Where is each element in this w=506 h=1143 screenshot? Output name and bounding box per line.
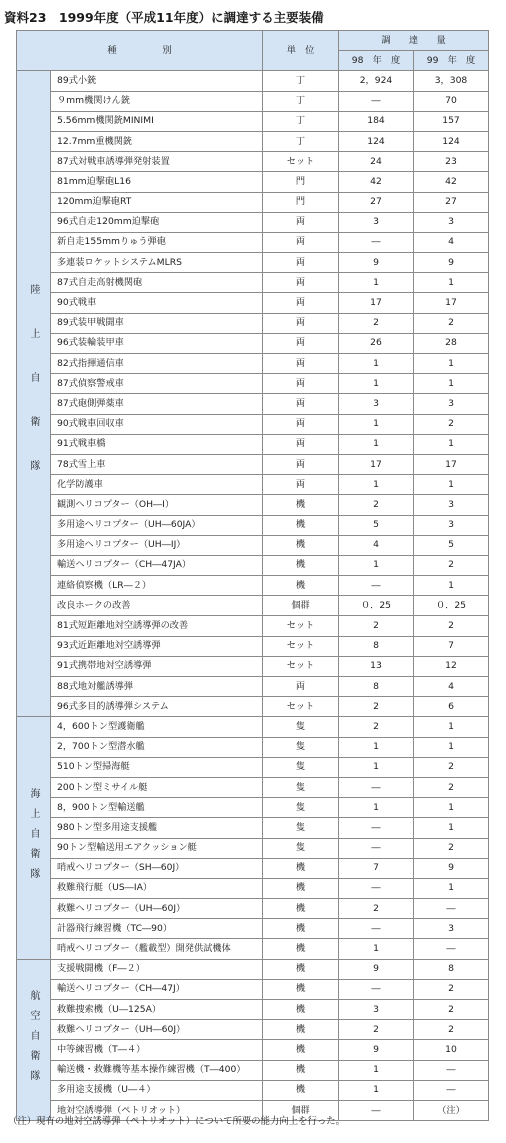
item-name: 93式近距離地対空誘導弾 (51, 636, 263, 656)
fy98-value: ― (339, 818, 414, 838)
table-row (17, 313, 489, 333)
fy99-value: 2 (414, 838, 489, 858)
fy99-value: ― (414, 939, 489, 959)
item-unit: 機 (263, 1040, 339, 1060)
fy99-value: 1 (414, 475, 489, 495)
fy99-value: 3 (414, 394, 489, 414)
fy98-value: 3 (339, 212, 414, 232)
fy98-value: 1 (339, 354, 414, 374)
fy98-value: 9 (339, 253, 414, 273)
fy99-value: 27 (414, 192, 489, 212)
fy99-value: 42 (414, 172, 489, 192)
fy99-value: 3，308 (414, 71, 489, 91)
item-name: 救難捜索機（U―125A） (51, 1000, 263, 1020)
table-row (17, 1060, 489, 1080)
item-unit: 機 (263, 495, 339, 515)
item-name: 87式自走高射機関砲 (51, 273, 263, 293)
item-name: 90式戦車回収車 (51, 414, 263, 434)
table-row (17, 959, 489, 979)
item-name: 78式雪上車 (51, 454, 263, 474)
fy98-value: 1 (339, 555, 414, 575)
item-unit: 隻 (263, 818, 339, 838)
item-unit: 機 (263, 1000, 339, 1020)
fy98-value: 17 (339, 454, 414, 474)
item-unit: 機 (263, 535, 339, 555)
item-name: 救難ヘリコプター（UH―60J） (51, 899, 263, 919)
fy98-value: ― (339, 838, 414, 858)
table-row (17, 1020, 489, 1040)
item-name: 4，600トン型護衛艦 (51, 717, 263, 737)
item-name: 連絡偵察機（LR―２） (51, 576, 263, 596)
table-row (17, 1080, 489, 1100)
table-row (17, 939, 489, 959)
fy99-value: ― (414, 899, 489, 919)
item-unit: 両 (263, 212, 339, 232)
fy98-value: 1 (339, 939, 414, 959)
fy98-value: ― (339, 576, 414, 596)
fy98-value: 2 (339, 697, 414, 717)
fy98-value: ― (339, 979, 414, 999)
item-name: 96式自走120mm迫撃砲 (51, 212, 263, 232)
item-unit: セット (263, 152, 339, 172)
fy98-value: 5 (339, 515, 414, 535)
table-row (17, 878, 489, 898)
fy99-value: 17 (414, 293, 489, 313)
fy99-value: 10 (414, 1040, 489, 1060)
item-unit: セット (263, 636, 339, 656)
item-unit: 隻 (263, 798, 339, 818)
table-row (17, 253, 489, 273)
item-unit: 機 (263, 878, 339, 898)
fy98-value: 9 (339, 959, 414, 979)
fy99-value: 1 (414, 576, 489, 596)
item-name: 多用途ヘリコプター（UH―IJ） (51, 535, 263, 555)
fy98-value: ― (339, 232, 414, 252)
fy98-value: 8 (339, 677, 414, 697)
item-name: 中等練習機（T―４） (51, 1040, 263, 1060)
fy99-value: 7 (414, 636, 489, 656)
table-row (17, 454, 489, 474)
fy98-value: ０．25 (339, 596, 414, 616)
table-row (17, 798, 489, 818)
item-unit: 両 (263, 475, 339, 495)
table-row (17, 616, 489, 636)
fy98-value: 24 (339, 152, 414, 172)
item-unit: 両 (263, 253, 339, 273)
item-unit: 個群 (263, 1100, 339, 1120)
item-name: 救難飛行艇（US―IA） (51, 878, 263, 898)
fy98-value: 3 (339, 1000, 414, 1020)
table-row (17, 495, 489, 515)
fy99-value: 1 (414, 354, 489, 374)
fy99-value: 8 (414, 959, 489, 979)
fy98-value: 17 (339, 293, 414, 313)
item-name: 新自走155mmりゅう弾砲 (51, 232, 263, 252)
table-row (17, 838, 489, 858)
group-label: 海上自衛隊 (17, 717, 51, 959)
item-name: ９mm機関けん銃 (51, 91, 263, 111)
item-name: 化学防護車 (51, 475, 263, 495)
item-unit: 機 (263, 979, 339, 999)
fy98-value: 7 (339, 858, 414, 878)
fy99-value: 1 (414, 434, 489, 454)
fy98-value: 1 (339, 1060, 414, 1080)
fy99-value: 2 (414, 1000, 489, 1020)
item-name: 89式装甲戦闘車 (51, 313, 263, 333)
fy99-header: 99 年 度 (414, 51, 489, 71)
table-row (17, 677, 489, 697)
item-unit: 機 (263, 919, 339, 939)
fy99-value: 2 (414, 777, 489, 797)
item-unit: 両 (263, 454, 339, 474)
fy99-value: 9 (414, 253, 489, 273)
fy98-value: 8 (339, 636, 414, 656)
table-row (17, 777, 489, 797)
category-header: 種 別 (17, 31, 263, 71)
fy98-value: 4 (339, 535, 414, 555)
item-name: 96式装輪装甲車 (51, 333, 263, 353)
item-name: 多用途ヘリコプター（UH―60JA） (51, 515, 263, 535)
fy99-value: 6 (414, 697, 489, 717)
item-name: 89式小銃 (51, 71, 263, 91)
fy99-value: 1 (414, 878, 489, 898)
item-unit: 機 (263, 1060, 339, 1080)
item-name: 87式砲側弾薬車 (51, 394, 263, 414)
item-unit: 機 (263, 899, 339, 919)
item-unit: セット (263, 697, 339, 717)
item-unit: 隻 (263, 717, 339, 737)
fy99-value: ０．25 (414, 596, 489, 616)
item-unit: セット (263, 616, 339, 636)
item-unit: 機 (263, 858, 339, 878)
item-unit: 隻 (263, 777, 339, 797)
item-name: 87式偵察警戒車 (51, 374, 263, 394)
table-row (17, 152, 489, 172)
fy98-value: 1 (339, 737, 414, 757)
table-row (17, 858, 489, 878)
item-unit: 両 (263, 293, 339, 313)
table-row (17, 1040, 489, 1060)
fy99-value: 3 (414, 495, 489, 515)
item-name: 120mm迫撃砲RT (51, 192, 263, 212)
item-name: 救難ヘリコプター（UH―60J） (51, 1020, 263, 1040)
item-name: 980トン型多用途支援艦 (51, 818, 263, 838)
item-name: 90式戦車 (51, 293, 263, 313)
table-row (17, 737, 489, 757)
fy99-value: 3 (414, 919, 489, 939)
fy99-value: 157 (414, 111, 489, 131)
item-unit: 両 (263, 374, 339, 394)
fy99-value: 1 (414, 798, 489, 818)
table-row (17, 535, 489, 555)
item-unit: 機 (263, 576, 339, 596)
item-name: 輸送ヘリコプター（CH―47JA） (51, 555, 263, 575)
item-unit: 機 (263, 959, 339, 979)
item-name: 87式対戦車誘導弾発射装置 (51, 152, 263, 172)
table-row (17, 555, 489, 575)
item-name: 12.7mm重機関銃 (51, 131, 263, 151)
fy99-value: ― (414, 1080, 489, 1100)
fy99-value: 2 (414, 313, 489, 333)
table-row (17, 212, 489, 232)
item-name: 哨戒ヘリコプター（艦載型）開発供試機体 (51, 939, 263, 959)
table-row (17, 232, 489, 252)
item-name: 88式地対艦誘導弾 (51, 677, 263, 697)
table-row (17, 394, 489, 414)
item-unit: 機 (263, 555, 339, 575)
item-unit: 門 (263, 192, 339, 212)
page-title: 資料23 1999年度（平成11年度）に調達する主要装備 (4, 10, 324, 25)
item-name: 計器飛行練習機（TC―90） (51, 919, 263, 939)
fy98-value: 1 (339, 434, 414, 454)
table-row (17, 434, 489, 454)
item-unit: 丁 (263, 91, 339, 111)
fy98-value: 13 (339, 656, 414, 676)
table-row (17, 818, 489, 838)
item-name: 多連装ロケットシステムMLRS (51, 253, 263, 273)
fy98-value: 9 (339, 1040, 414, 1060)
fy98-value: 1 (339, 475, 414, 495)
fy98-value: 2 (339, 616, 414, 636)
fy98-value: 1 (339, 1080, 414, 1100)
table-body (17, 71, 489, 1121)
fy99-value: 2 (414, 414, 489, 434)
fy99-value: 3 (414, 515, 489, 535)
fy99-value: 4 (414, 677, 489, 697)
fy99-value: 5 (414, 535, 489, 555)
item-unit: 個群 (263, 596, 339, 616)
table-row (17, 414, 489, 434)
fy99-value: 1 (414, 818, 489, 838)
table-row (17, 333, 489, 353)
item-name: 8，900トン型輸送艦 (51, 798, 263, 818)
fy98-header: 98 年 度 (339, 51, 414, 71)
item-unit: 両 (263, 354, 339, 374)
fy99-value: （注） (414, 1100, 489, 1120)
item-unit: 両 (263, 414, 339, 434)
item-name: 哨戒ヘリコプター（SH―60J） (51, 858, 263, 878)
fy99-value: 1 (414, 737, 489, 757)
item-name: 81mm迫撃砲L16 (51, 172, 263, 192)
fy98-value: ― (339, 777, 414, 797)
fy98-value: 124 (339, 131, 414, 151)
table-row (17, 656, 489, 676)
fy99-value: 2 (414, 555, 489, 575)
item-name: 91式戦車橋 (51, 434, 263, 454)
table-row (17, 636, 489, 656)
item-name: 改良ホークの改善 (51, 596, 263, 616)
item-unit: 機 (263, 1080, 339, 1100)
group-label: 陸上自衛隊 (17, 71, 51, 717)
fy98-value: 2 (339, 1020, 414, 1040)
fy99-value: 3 (414, 212, 489, 232)
fy98-value: ― (339, 919, 414, 939)
table-row (17, 293, 489, 313)
fy98-value: 26 (339, 333, 414, 353)
fy99-value: 28 (414, 333, 489, 353)
table-row (17, 475, 489, 495)
fy98-value: 2 (339, 313, 414, 333)
procurement-header: 調 達 量 (339, 31, 489, 51)
fy99-value: 124 (414, 131, 489, 151)
fy99-value: 2 (414, 1020, 489, 1040)
fy98-value: 42 (339, 172, 414, 192)
table-row (17, 192, 489, 212)
fy99-value: 2 (414, 757, 489, 777)
item-unit: 両 (263, 434, 339, 454)
table-row (17, 131, 489, 151)
fy98-value: ― (339, 91, 414, 111)
item-name: 2，700トン型潜水艦 (51, 737, 263, 757)
table-row (17, 899, 489, 919)
fy99-value: 70 (414, 91, 489, 111)
table-row (17, 576, 489, 596)
fy99-value: 12 (414, 656, 489, 676)
fy98-value: 27 (339, 192, 414, 212)
fy98-value: ― (339, 1100, 414, 1120)
table-row (17, 354, 489, 374)
item-name: 91式携帯地対空誘導弾 (51, 656, 263, 676)
fy98-value: 1 (339, 798, 414, 818)
footnote: （注）現有の地対空誘導弾（ペトリオット）について所要の能力向上を行った。 (8, 1116, 345, 1127)
item-unit: 両 (263, 232, 339, 252)
fy98-value: 184 (339, 111, 414, 131)
table-row (17, 273, 489, 293)
item-unit: セット (263, 656, 339, 676)
item-unit: 両 (263, 394, 339, 414)
item-unit: 両 (263, 273, 339, 293)
fy98-value: 1 (339, 757, 414, 777)
item-unit: 丁 (263, 71, 339, 91)
item-name: 輸送ヘリコプター（CH―47J） (51, 979, 263, 999)
fy98-value: 1 (339, 374, 414, 394)
table-row (17, 757, 489, 777)
item-name: 90トン型輸送用エアクッション艇 (51, 838, 263, 858)
item-unit: 機 (263, 1020, 339, 1040)
fy99-value: 2 (414, 979, 489, 999)
fy99-value: ― (414, 1060, 489, 1080)
fy98-value: 3 (339, 394, 414, 414)
fy99-value: 1 (414, 273, 489, 293)
fy99-value: 1 (414, 717, 489, 737)
item-unit: 隻 (263, 838, 339, 858)
table-row (17, 71, 489, 91)
item-name: 96式多目的誘導弾システム (51, 697, 263, 717)
fy99-value: 1 (414, 374, 489, 394)
fy98-value: ― (339, 878, 414, 898)
item-name: 観測ヘリコプター（OH―I） (51, 495, 263, 515)
table-row (17, 697, 489, 717)
item-name: 地対空誘導弾（ペトリオット） (51, 1100, 263, 1120)
item-unit: 両 (263, 677, 339, 697)
equipment-table (16, 30, 489, 1121)
table-row (17, 1000, 489, 1020)
table-row (17, 919, 489, 939)
table-row (17, 111, 489, 131)
item-unit: 機 (263, 515, 339, 535)
item-name: 510トン型掃海艇 (51, 757, 263, 777)
fy98-value: 1 (339, 273, 414, 293)
item-name: 多用途支援機（U―４） (51, 1080, 263, 1100)
group-label: 航空自衛隊 (17, 959, 51, 1121)
table-row (17, 374, 489, 394)
item-name: 200トン型ミサイル艇 (51, 777, 263, 797)
fy99-value: 23 (414, 152, 489, 172)
item-name: 82式指揮通信車 (51, 354, 263, 374)
fy98-value: 2 (339, 495, 414, 515)
item-unit: 両 (263, 333, 339, 353)
fy98-value: 2 (339, 717, 414, 737)
fy99-value: 17 (414, 454, 489, 474)
item-name: 輸送機・救難機等基本操作練習機（T―400） (51, 1060, 263, 1080)
item-unit: 隻 (263, 757, 339, 777)
table-row (17, 172, 489, 192)
fy98-value: 2，924 (339, 71, 414, 91)
item-unit: 隻 (263, 737, 339, 757)
item-unit: 丁 (263, 111, 339, 131)
item-unit: 丁 (263, 131, 339, 151)
table-row (17, 515, 489, 535)
unit-header: 単 位 (263, 31, 339, 71)
table-row (17, 979, 489, 999)
item-name: 支援戦闘機（F―２） (51, 959, 263, 979)
item-name: 81式短距離地対空誘導弾の改善 (51, 616, 263, 636)
fy99-value: 9 (414, 858, 489, 878)
fy98-value: 2 (339, 899, 414, 919)
table-row (17, 91, 489, 111)
item-unit: 両 (263, 313, 339, 333)
table-row (17, 717, 489, 737)
fy99-value: 2 (414, 616, 489, 636)
item-name: 5.56mm機関銃MINIMI (51, 111, 263, 131)
item-unit: 門 (263, 172, 339, 192)
fy98-value: 1 (339, 414, 414, 434)
table-row (17, 596, 489, 616)
item-unit: 機 (263, 939, 339, 959)
fy99-value: 4 (414, 232, 489, 252)
